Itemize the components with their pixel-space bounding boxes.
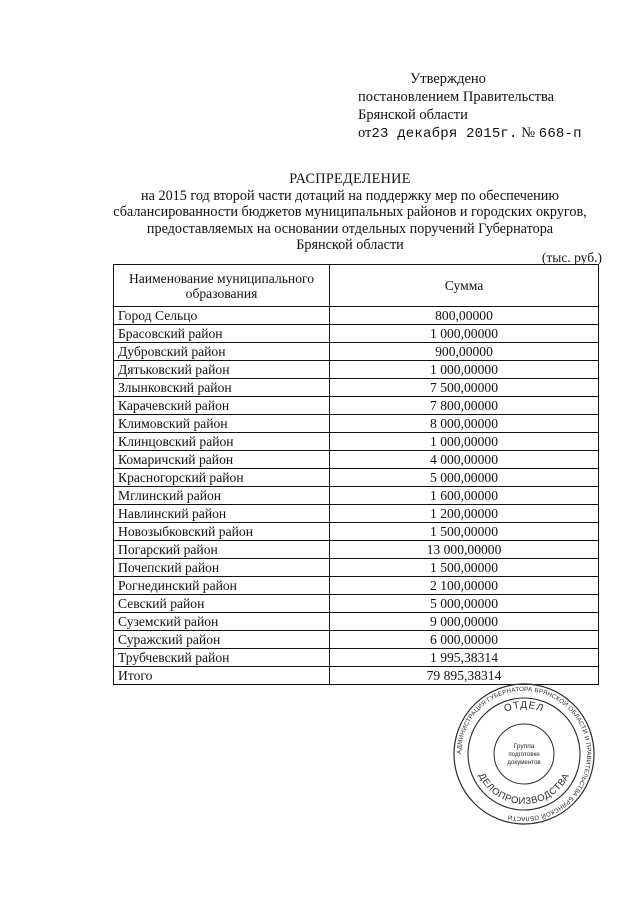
row-sum: 8 000,00000 [330,415,599,433]
header-name [114,265,330,307]
approval-title: Утверждено [410,71,486,87]
stamp-outer-text: АДМИНИСТРАЦИЯ ГУБЕРНАТОРА БРЯНСКОЙ ОБЛАСТИ И ПРАВИТЕЛЬСТВА БРЯНСКОЙ ОБЛАСТИ [455,685,593,823]
heading-line-1: на 2015 год второй части дотаций на поддержку мер по обеспечению [141,187,559,204]
header-name-line2: образования [185,285,258,301]
row-name: Мглинский район [114,487,330,505]
row-sum: 1 000,00000 [330,433,599,451]
row-name: Новозыбковский район [114,523,330,541]
row-name: Итого [114,667,330,685]
stamp-lower-text: ДЕЛОПРОИЗВОДСТВА [475,771,573,808]
document-title: РАСПРЕДЕЛЕНИЕ [289,171,411,187]
row-name: Красногорский район [114,469,330,487]
row-sum: 1 200,00000 [330,505,599,523]
row-name: Суражский район [114,631,330,649]
table-row [114,559,599,577]
row-sum: 2 100,00000 [330,577,599,595]
table-row [114,505,599,523]
row-sum: 800,00000 [330,307,599,325]
row-name: Дятьковский район [114,361,330,379]
row-name: Навлинский район [114,505,330,523]
row-name: Почепский район [114,559,330,577]
row-sum: 7 800,00000 [330,397,599,415]
row-sum: 4 000,00000 [330,451,599,469]
row-sum: 900,00000 [330,343,599,361]
row-name: Трубчевский район [114,649,330,667]
row-name: Злынковский район [114,379,330,397]
table-row [114,469,599,487]
table-row [114,541,599,559]
row-sum: 5 000,00000 [330,469,599,487]
table-row [114,379,599,397]
row-sum: 1 600,00000 [330,487,599,505]
row-sum: 79 895,38314 [330,667,599,685]
heading-line-2: сбалансированности бюджетов муниципальных районов и городских округов, [113,204,587,220]
table-row [114,451,599,469]
approval-date-line [358,124,618,143]
date-value: 23 декабря 2015г. [371,126,518,142]
table-row [114,343,599,361]
units-label: (тыс. руб.) [541,250,602,265]
approval-block [358,70,618,143]
seal-stamp [452,682,596,826]
row-sum: 1 995,38314 [330,649,599,667]
date-prefix: от [358,125,372,141]
stamp-upper-text: ОТДЕЛ [502,699,546,715]
stamp-center-line-1: Группа [513,743,535,750]
table-row [114,595,599,613]
heading-line-3: предоставляемых на основании отдельных поручений Губернатора [146,220,554,237]
table-row [114,397,599,415]
stamp-center-line-2: подготовки [508,751,540,758]
table-row [114,631,599,649]
row-name: Клинцовский район [114,433,330,451]
table-row [114,577,599,595]
row-name: Рогнединский район [114,577,330,595]
table-row [114,649,599,667]
number-sign: № [521,125,536,141]
table-row [114,613,599,631]
table-row [114,325,599,343]
row-name: Брасовский район [114,325,330,343]
table-row [114,361,599,379]
row-name: Город Сельцо [114,307,330,325]
heading-line-4: Брянской области [296,237,404,253]
table-row [114,415,599,433]
row-sum: 13 000,00000 [330,541,599,559]
row-name: Карачевский район [114,397,330,415]
row-name: Севский район [114,595,330,613]
table-row [114,523,599,541]
row-name: Климовский район [114,415,330,433]
row-name: Погарский район [114,541,330,559]
header-name-line1: Наименование муниципального [128,270,315,286]
document-heading [100,171,600,254]
table-row [114,487,599,505]
row-sum: 9 000,00000 [330,613,599,631]
distribution-table [113,264,599,685]
number-value: 668-п [538,126,582,142]
row-sum: 1 500,00000 [330,523,599,541]
stamp-center-line-3: документов [507,759,541,766]
row-sum: 6 000,00000 [330,631,599,649]
row-sum: 1 000,00000 [330,361,599,379]
row-name: Дубровский район [114,343,330,361]
header-sum: Сумма [330,265,599,307]
row-name: Суземский район [114,613,330,631]
row-sum: 5 000,00000 [330,595,599,613]
approval-region: Брянской области [358,107,468,123]
approval-resolution: постановлением Правительства [358,89,555,105]
table-row [114,307,599,325]
row-sum: 1 000,00000 [330,325,599,343]
row-sum: 1 500,00000 [330,559,599,577]
table-body [114,307,599,685]
table-row [114,433,599,451]
row-sum: 7 500,00000 [330,379,599,397]
row-name: Комаричский район [114,451,330,469]
table-header-row [114,265,599,307]
